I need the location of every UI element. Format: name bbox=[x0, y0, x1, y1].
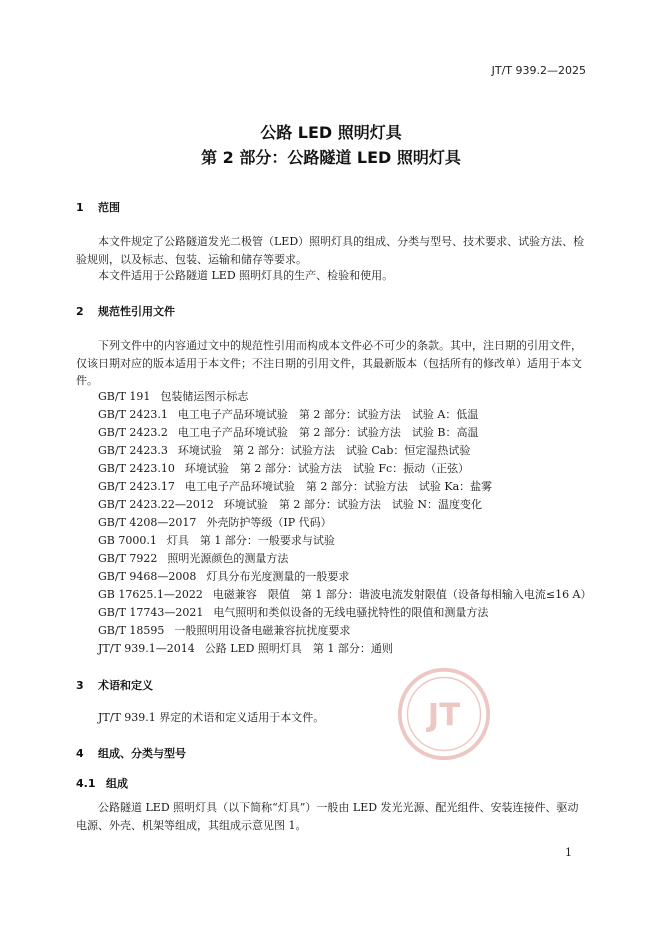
reference-item: GB/T 2423.10 环境试验 第 2 部分：试验方法 试验 Fc：振动（正弦） bbox=[98, 462, 470, 475]
reference-item: GB/T 7922 照明光源颜色的测量方法 bbox=[98, 552, 289, 565]
reference-item: GB/T 18595 一般照明用设备电磁兼容抗扰度要求 bbox=[98, 624, 351, 637]
scope-paragraph-2: 本文件适用于公路隧道 LED 照明灯具的生产、检验和使用。 bbox=[98, 269, 394, 282]
section-2-heading bbox=[76, 303, 175, 319]
reference-item: GB/T 4208—2017 外壳防护等级（IP 代码） bbox=[98, 516, 332, 529]
section-3-heading bbox=[76, 677, 153, 693]
reference-item: GB 7000.1 灯具 第 1 部分：一般要求与试验 bbox=[98, 534, 335, 547]
reference-item: GB/T 2423.3 环境试验 第 2 部分：试验方法 试验 Cab：恒定湿热试验 bbox=[98, 444, 471, 457]
reference-item: GB/T 2423.22—2012 环境试验 第 2 部分：试验方法 试验 N：温度变化 bbox=[98, 498, 483, 511]
section-number: 1 bbox=[76, 201, 84, 214]
reference-item: GB/T 191 包装储运图示标志 bbox=[98, 390, 249, 403]
section-title: 规范性引用文件 bbox=[98, 305, 175, 318]
section-number: 3 bbox=[76, 679, 84, 692]
reference-item: GB/T 2423.2 电工电子产品环境试验 第 2 部分：试验方法 试验 B：高温 bbox=[98, 426, 479, 439]
reference-item: JT/T 939.1—2014 公路 LED 照明灯具 第 1 部分：通则 bbox=[98, 642, 393, 655]
section-title: 组成 bbox=[106, 777, 128, 790]
document-title: 公路 LED 照明灯具 bbox=[260, 123, 402, 142]
stamp-text: JT bbox=[427, 697, 461, 734]
subsection-4-1-heading bbox=[76, 775, 128, 791]
terms-paragraph: JT/T 939.1 界定的术语和定义适用于本文件。 bbox=[98, 711, 325, 724]
reference-item: GB/T 2423.17 电工电子产品环境试验 第 2 部分：试验方法 试验 Ka：盐雾 bbox=[98, 480, 493, 493]
standard-number: JT/T 939.2—2025 bbox=[491, 64, 586, 77]
section-number: 2 bbox=[76, 305, 84, 318]
section-number: 4 bbox=[76, 747, 84, 760]
reference-item: GB/T 2423.1 电工电子产品环境试验 第 2 部分：试验方法 试验 A：低温 bbox=[98, 408, 479, 421]
reference-item: GB 17625.1—2022 电磁兼容 限值 第 1 部分：谐波电流发射限值（设备每相输入电流≤16 A） bbox=[98, 588, 592, 601]
page-number: 1 bbox=[565, 846, 572, 859]
section-number: 4.1 bbox=[76, 777, 96, 790]
composition-paragraph: 公路隧道 LED 照明灯具（以下简称“灯具”）一般由 LED 发光光源、配光组件、安装连接件、驱动电源、外壳、机架等组成，其组成示意见图 1。 bbox=[76, 801, 579, 832]
reference-item: GB/T 17743—2021 电气照明和类似设备的无线电骚扰特性的限值和测量方法 bbox=[98, 606, 489, 619]
section-1-heading bbox=[76, 199, 120, 215]
section-title: 组成、分类与型号 bbox=[98, 747, 186, 760]
reference-item: GB/T 9468—2008 灯具分布光度测量的一般要求 bbox=[98, 570, 350, 583]
document-subtitle: 第 2 部分：公路隧道 LED 照明灯具 bbox=[201, 148, 461, 167]
section-4-heading bbox=[76, 745, 186, 761]
section-title: 术语和定义 bbox=[98, 679, 153, 692]
references-intro: 下列文件中的内容通过文中的规范性引用而构成本文件必不可少的条款。其中，注日期的引用文件，仅该日期对应的版本适用于本文件；不注日期的引用文件，其最新版本（包括所有的修改单）适用于本文件。 bbox=[76, 339, 582, 387]
section-title: 范围 bbox=[98, 201, 120, 214]
scope-paragraph-1: 本文件规定了公路隧道发光二极管（LED）照明灯具的组成、分类与型号、技术要求、试验方法、检验规则，以及标志、包装、运输和储存等要求。 bbox=[76, 235, 585, 266]
